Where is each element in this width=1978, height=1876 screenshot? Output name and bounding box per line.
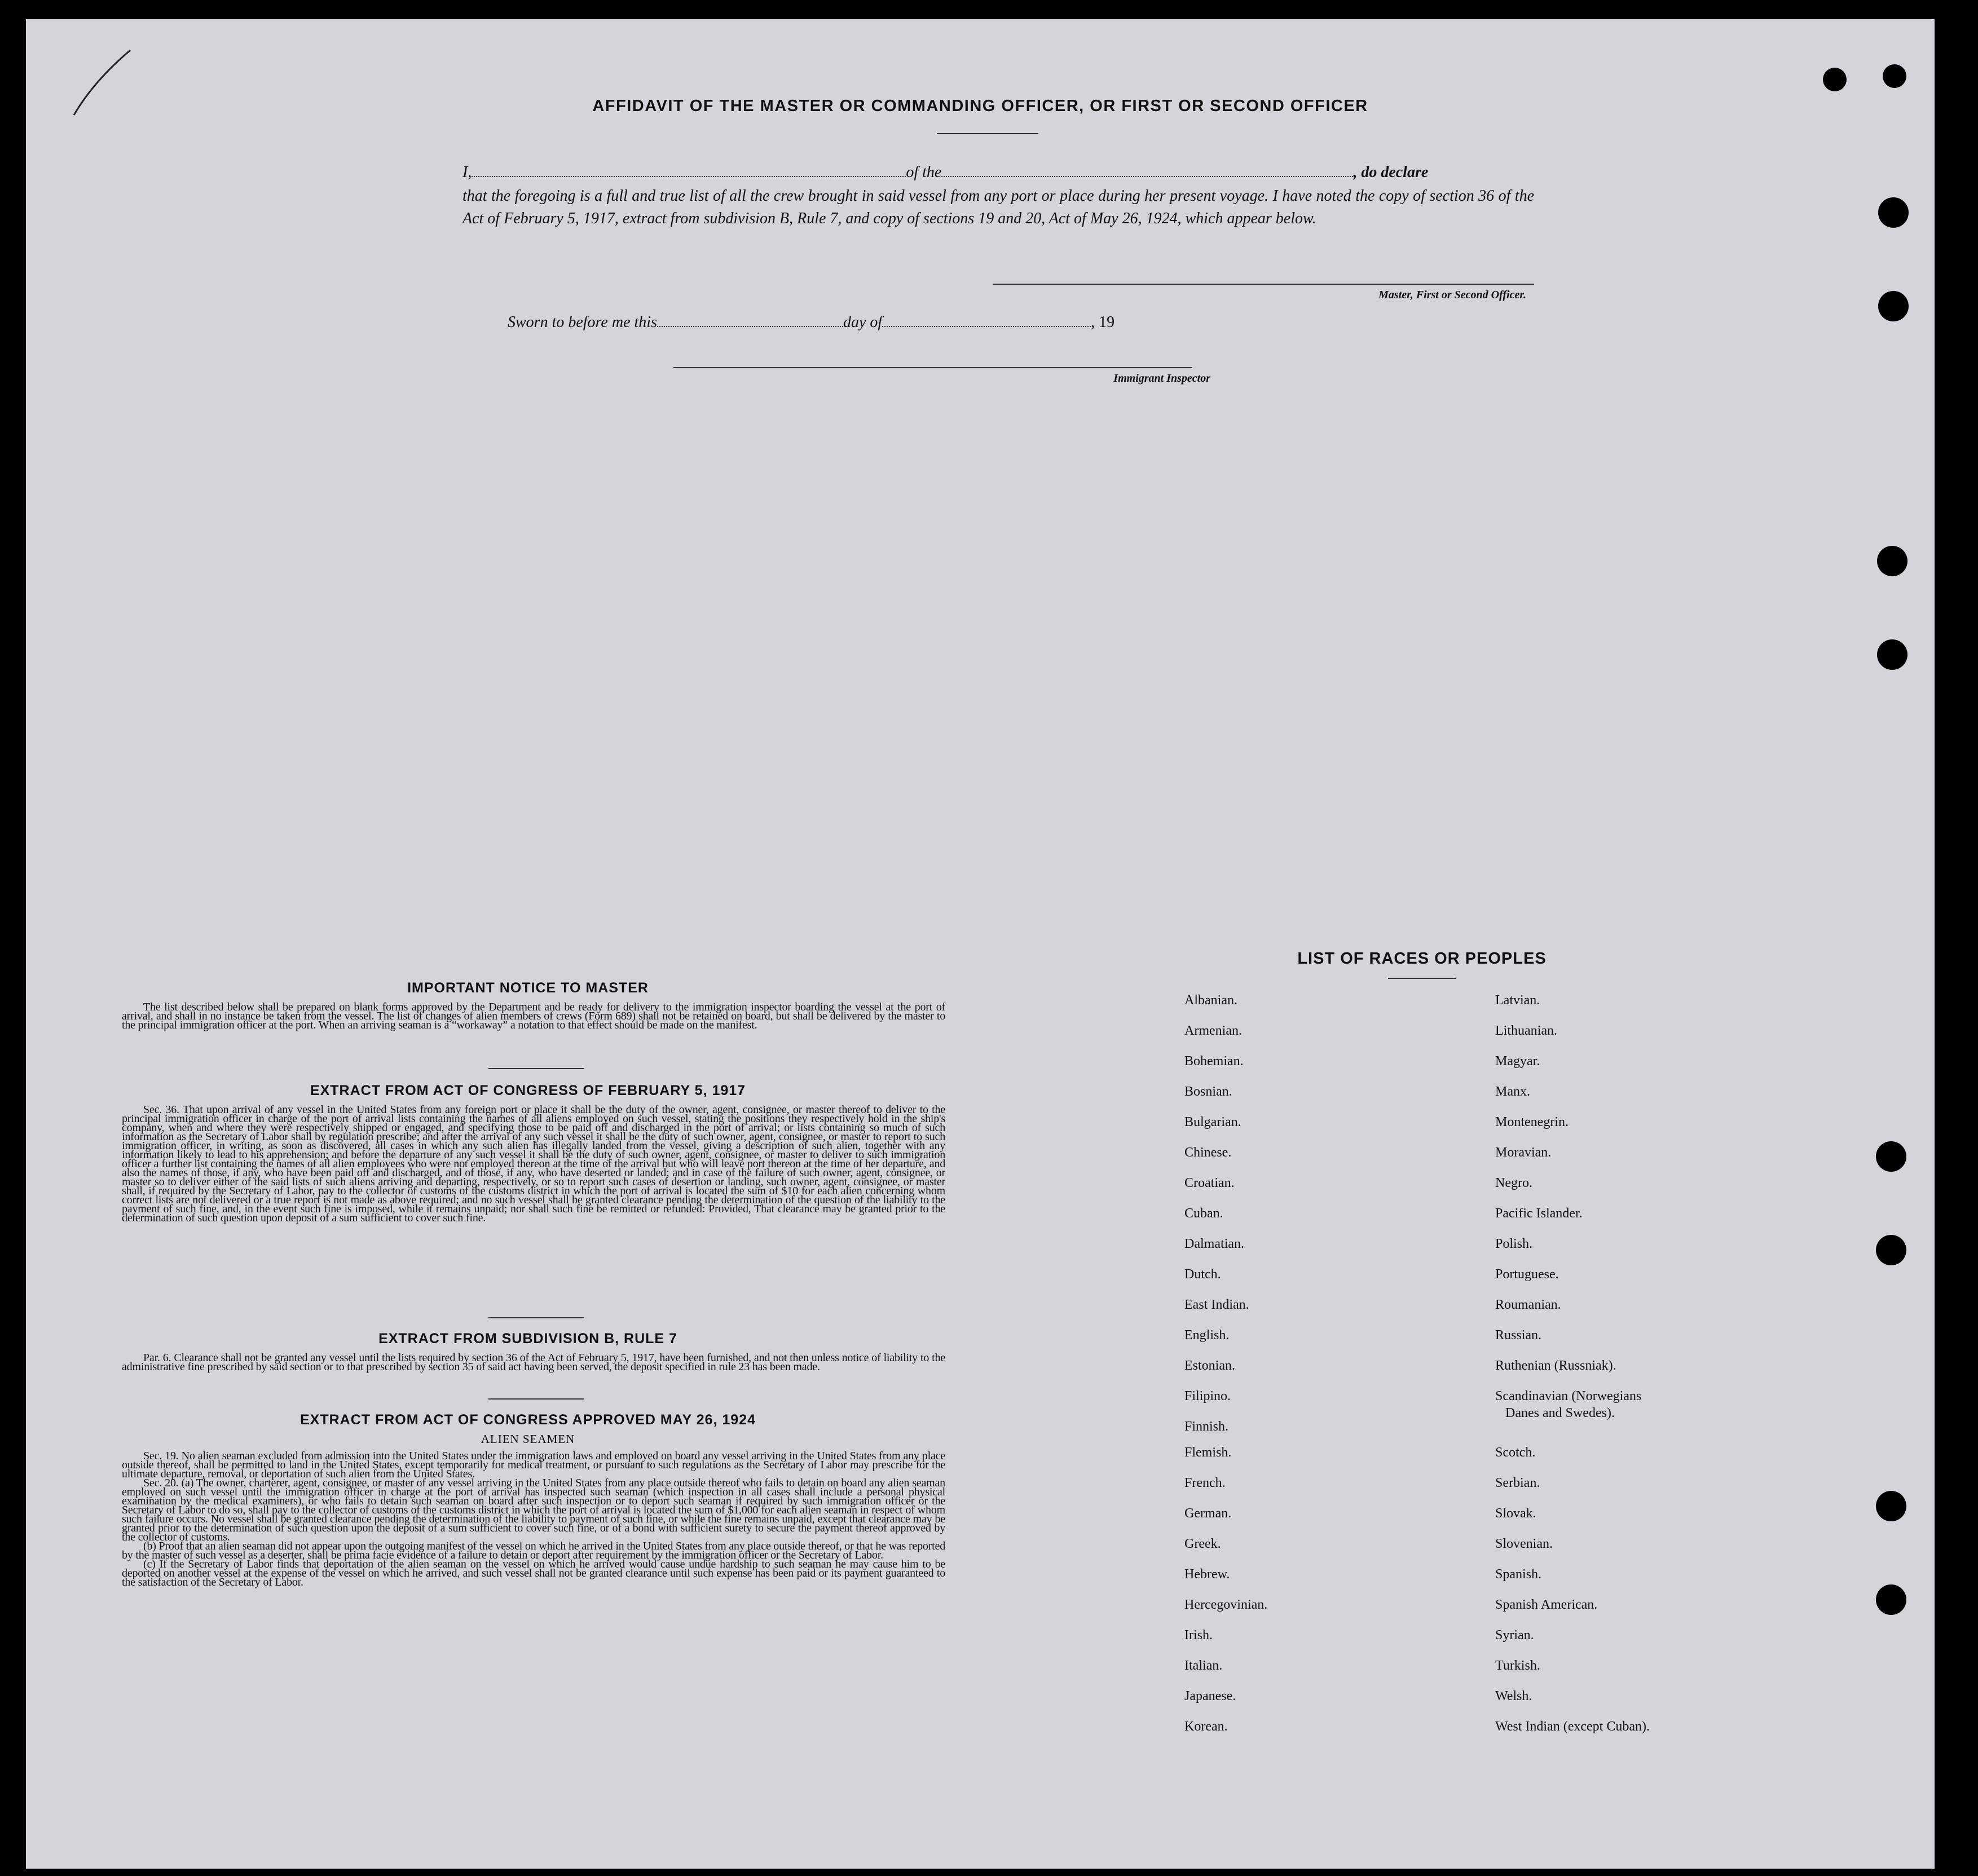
race-item: Armenian.	[1184, 1023, 1242, 1038]
race-item: Polish.	[1495, 1237, 1533, 1251]
race-item: Manx.	[1495, 1084, 1530, 1099]
sec-19-paragraph: Sec. 19. No alien seaman excluded from admission into the United States under the immigration laws and employed on board any vessel arriving in the United States from any place outside thereof, shall be permitted to land in the United States, except temporarily for medical treatment, or pursuant to such regulations as the Secretary of Labor may prescribe for the ultimate departure, removal, or deportation of such alien from the United States.	[122, 1450, 945, 1480]
race-item: East Indian.	[1184, 1297, 1249, 1312]
binder-hole	[1877, 546, 1907, 576]
race-item: German.	[1184, 1506, 1232, 1521]
notice-title: IMPORTANT NOTICE TO MASTER	[407, 980, 649, 996]
binder-hole	[1876, 1584, 1906, 1615]
notice-body	[122, 1003, 945, 1030]
race-item: Slovenian.	[1495, 1537, 1553, 1551]
race-item: Ruthenian (Russniak).	[1495, 1358, 1616, 1373]
race-item: Magyar.	[1495, 1054, 1540, 1069]
title-rule	[937, 133, 1038, 134]
binder-hole	[1878, 197, 1909, 228]
race-item: Welsh.	[1495, 1689, 1532, 1703]
vessel-field[interactable]	[941, 161, 1353, 177]
extract-1924-body	[122, 1451, 945, 1587]
race-item: Bohemian.	[1184, 1054, 1244, 1069]
section-rule	[488, 1398, 584, 1400]
race-item: Hebrew.	[1184, 1567, 1230, 1582]
race-item: Slovak.	[1495, 1506, 1536, 1521]
binder-hole	[1877, 639, 1907, 670]
sworn-month-field[interactable]	[882, 311, 1091, 327]
race-item: Greek.	[1184, 1537, 1221, 1551]
race-item: Albanian.	[1184, 993, 1237, 1008]
binder-hole	[1883, 64, 1906, 88]
sec-20c-paragraph: (c) If the Secretary of Labor finds that deportation of the alien seaman on the vessel on which he arrived would cause undue hardship to such seaman he may cause him to be deported on another vessel at the expense of the vessel on which he arrived, and such vessel shall not be granted clearance until such expense has been paid or its payment guaranteed to the satisfaction of the Secretary of Labor.	[122, 1558, 945, 1588]
race-item: Dutch.	[1184, 1267, 1221, 1282]
race-item: Spanish American.	[1495, 1597, 1598, 1612]
section-rule	[488, 1068, 584, 1069]
race-item: Estonian.	[1184, 1358, 1235, 1373]
race-item: Lithuanian.	[1495, 1023, 1557, 1038]
race-item: Croatian.	[1184, 1176, 1235, 1190]
race-item: Japanese.	[1184, 1689, 1236, 1703]
races-left-column	[1184, 992, 1267, 1749]
races-title: LIST OF RACES OR PEOPLES	[1297, 950, 1547, 968]
race-item: Spanish.	[1495, 1567, 1542, 1582]
races-right-column	[1495, 992, 1650, 1749]
race-item: Filipino.	[1184, 1389, 1231, 1403]
declaration-line	[462, 161, 1534, 184]
binder-hole	[1876, 1235, 1906, 1265]
race-item: Turkish.	[1495, 1658, 1540, 1673]
race-item: Latvian.	[1495, 993, 1540, 1008]
race-item: Negro.	[1495, 1176, 1532, 1190]
alien-seamen-subtitle: ALIEN SEAMEN	[481, 1432, 575, 1446]
race-item: Syrian.	[1495, 1628, 1534, 1643]
binder-hole	[1876, 1141, 1906, 1172]
sworn-day-field[interactable]	[657, 311, 843, 327]
year-label: , 19	[1091, 314, 1115, 331]
inspector-caption: Immigrant Inspector	[1113, 372, 1210, 385]
notice-paragraph: The list described below shall be prepared on blank forms approved by the Department and be ready for delivery to the immigration inspector boarding the vessel at the port of arrival, and shall in no instance be taken from the vessel. The list of changes of alien members of crews (Form 689) shall not be retained on board, but shall be delivered by the master to the principal immigration officer at the port. When an arriving seaman is a “workaway” a notation to that effect should be made on the manifest.	[122, 1001, 945, 1031]
day-of-label: day of	[843, 314, 883, 331]
race-item: Italian.	[1184, 1658, 1223, 1673]
sec-20a-paragraph: Sec. 20. (a) The owner, charterer, agent, consignee, or master of any vessel arriving in the United States from any place outside thereof who fails to detain on board any alien seaman employed on such vessel until the immigration officer in charge at the port of arrival has inspected such seaman (which inspection in all cases shall include a personal physical examination by the medical examiners), or who fails to detain such seaman on board after such inspection or to deport such seaman if required by such immigration officer or the Secretary of Labor to do so, shall pay to the collector of customs of the customs district in which the port of arrival is located the sum of $1,000 for each alien seaman in respect of whom such failure occurs. No vessel shall be granted clearance pending the determination of the liability to payment of such fine, or while the fine remains unpaid, except that clearance may be granted prior to the determination of such question upon the deposit of a sum sufficient to cover such fine, or of a bond with sufficient surety to secure the payment thereof approved by the collector of customs.	[122, 1477, 945, 1543]
sec-20b-paragraph: (b) Proof that an alien seaman did not appear upon the outgoing manifest of the vessel on which he arrived in the United States from any place outside thereof, or that he was reported by the master of such vessel as a deserter, shall be prima facie evidence of a failure to detain or deport after requirement by the immigration officer or the Secretary of Labor.	[122, 1540, 945, 1561]
race-item: Korean.	[1184, 1719, 1228, 1734]
race-item: Bulgarian.	[1184, 1115, 1241, 1129]
extract-1917-title: EXTRACT FROM ACT OF CONGRESS OF FEBRUARY 5, 1917	[310, 1083, 746, 1098]
race-item: Roumanian.	[1495, 1297, 1561, 1312]
race-item: West Indian (except Cuban).	[1495, 1719, 1650, 1734]
master-signature-line[interactable]	[993, 284, 1534, 285]
extract-rule7-body	[122, 1353, 945, 1371]
section-rule	[488, 1317, 584, 1318]
race-item: Chinese.	[1184, 1145, 1232, 1160]
race-item: Dalmatian.	[1184, 1237, 1244, 1251]
inspector-signature-line[interactable]	[673, 367, 1192, 368]
document-page	[26, 19, 1935, 1869]
race-item: Serbian.	[1495, 1476, 1540, 1490]
race-item: Flemish.	[1184, 1445, 1232, 1460]
extract-rule7-title: EXTRACT FROM SUBDIVISION B, RULE 7	[378, 1331, 677, 1347]
race-item: Russian.	[1495, 1328, 1542, 1343]
extract-1917-body	[122, 1105, 945, 1222]
label-do-declare: , do declare	[1353, 164, 1429, 181]
master-caption: Master, First or Second Officer.	[1378, 289, 1526, 301]
race-item: Montenegrin.	[1495, 1115, 1569, 1129]
race-item: Finnish.	[1184, 1419, 1229, 1434]
races-title-rule	[1388, 978, 1456, 979]
race-item: Moravian.	[1495, 1145, 1552, 1160]
race-item: Bosnian.	[1184, 1084, 1232, 1099]
binder-hole	[1823, 68, 1847, 91]
extract-1924-title: EXTRACT FROM ACT OF CONGRESS APPROVED MAY 26, 1924	[299, 1412, 756, 1428]
sworn-label: Sworn to before me this	[508, 314, 657, 331]
label-of-the: of the	[906, 164, 942, 181]
binder-hole	[1876, 1491, 1906, 1521]
label-i: I,	[462, 164, 472, 181]
race-item: Portuguese.	[1495, 1267, 1559, 1282]
declaration-body: that the foregoing is a full and true list of all the crew brought in said vessel from any port or place during her present voyage. I have noted the copy of section 36 of the Act of February 5, 1917, extract from subdivision B, Rule 7, and copy of sections 19 and 20, Act of May 26, 1924, which appear below.	[462, 187, 1534, 227]
race-item: English.	[1184, 1328, 1230, 1343]
race-item: Irish.	[1184, 1628, 1213, 1643]
race-item: Scandinavian (Norwegians Danes and Swedes).	[1495, 1389, 1642, 1420]
affidavit-title: AFFIDAVIT OF THE MASTER OR COMMANDING OFFICER, OR FIRST OR SECOND OFFICER	[592, 97, 1368, 115]
race-item: Cuban.	[1184, 1206, 1223, 1221]
race-item: Pacific Islander.	[1495, 1206, 1583, 1221]
race-item: French.	[1184, 1476, 1226, 1490]
name-field[interactable]	[472, 161, 906, 177]
binder-hole	[1878, 291, 1909, 321]
race-item: Scotch.	[1495, 1445, 1536, 1460]
par-6-paragraph: Par. 6. Clearance shall not be granted any vessel until the lists required by section 36 of the Act of February 5, 1917, have been furnished, and not then unless notice of liability to the administrative fine prescribed by said section or to that prescribed by section 35 of said act having been served, the deposit specified in rule 23 has been made.	[122, 1352, 945, 1373]
race-item: Hercegovinian.	[1184, 1597, 1268, 1612]
section-36-paragraph: Sec. 36. That upon arrival of any vessel in the United States from any foreign port or place it shall be the duty of the owner, agent, consignee, or master thereof to deliver to the principal immigration officer in charge of the port of arrival lists containing the names of all aliens employed on such vessel, stating the positions they respectively hold in the ship's company, when and where they were respectively shipped or engaged, and specifying those to be paid off and discharged in the port of arrival; or lists containing so much of such information as the Secretary of Labor shall by regulation prescribe; and after the arrival of any such vessel it shall be the duty of such owner, agent, consignee, or master to report to such immigration officer, in writing, as soon as discovered, all cases in which any such alien has illegally landed from the vessel, giving a description of such alien, together with any information likely to lead to his apprehension; and before the departure of any such vessel it shall be the duty of such owner, agent, consignee, or master to deliver to such immigration officer a further list containing the names of all alien employees who were not employed thereon at the time of the arrival but who will leave port thereon at the time of her departure, and also the names of those, if any, who have been paid off and discharged, and of those, if any, who have deserted or landed; and in case of the failure of such owner, agent, consignee, or master so to deliver either of the said lists of such aliens arriving and departing, respectively, or so to report such cases of desertion or landing, such owner, agent, consignee, or master shall, if required by the Secretary of Labor, pay to the collector of customs of the customs district in which the port of arrival is located the sum of $10 for each alien concerning whom correct lists are not delivered or a true report is not made as above required; and no such vessel shall be granted clearance pending the determination of the question of the liability to the payment of such fine, and, in the event such fine is imposed, while it remains unpaid; nor shall such fine be remitted or refunded: Provided, That clearance may be granted prior to the determination of such question upon deposit of a sum sufficient to cover such fine.	[122, 1103, 945, 1224]
sworn-line	[508, 311, 1579, 334]
